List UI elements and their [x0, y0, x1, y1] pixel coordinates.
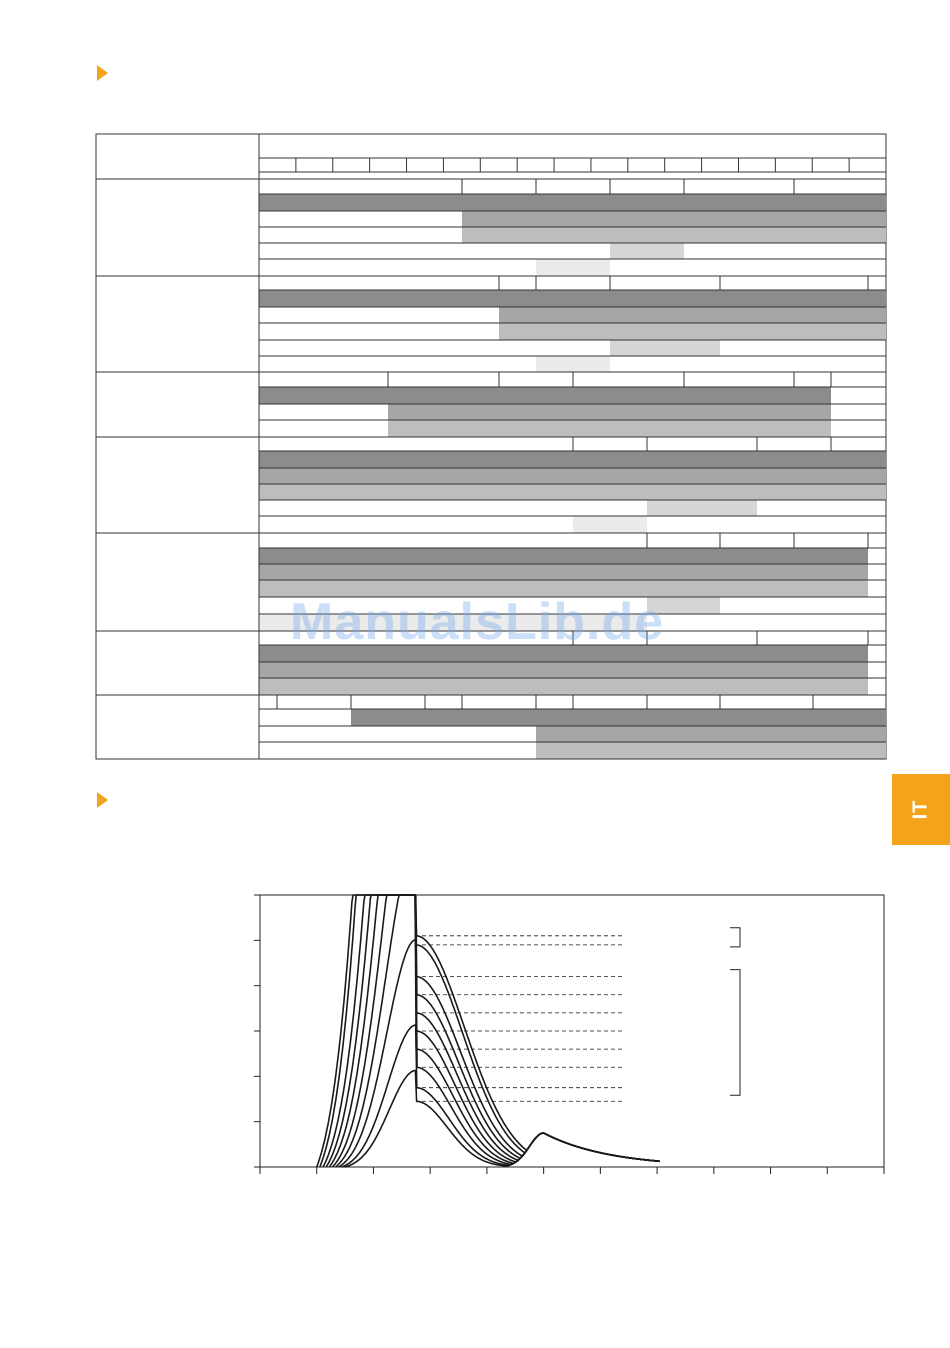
series-line	[342, 1025, 660, 1167]
bracket-group-b	[730, 970, 740, 1096]
bracket-group-a	[730, 928, 740, 947]
series-line	[336, 895, 659, 1167]
watermark: ManualsLib.de	[290, 593, 665, 651]
series-line	[320, 895, 659, 1167]
language-tab[interactable]: IT	[892, 774, 950, 845]
